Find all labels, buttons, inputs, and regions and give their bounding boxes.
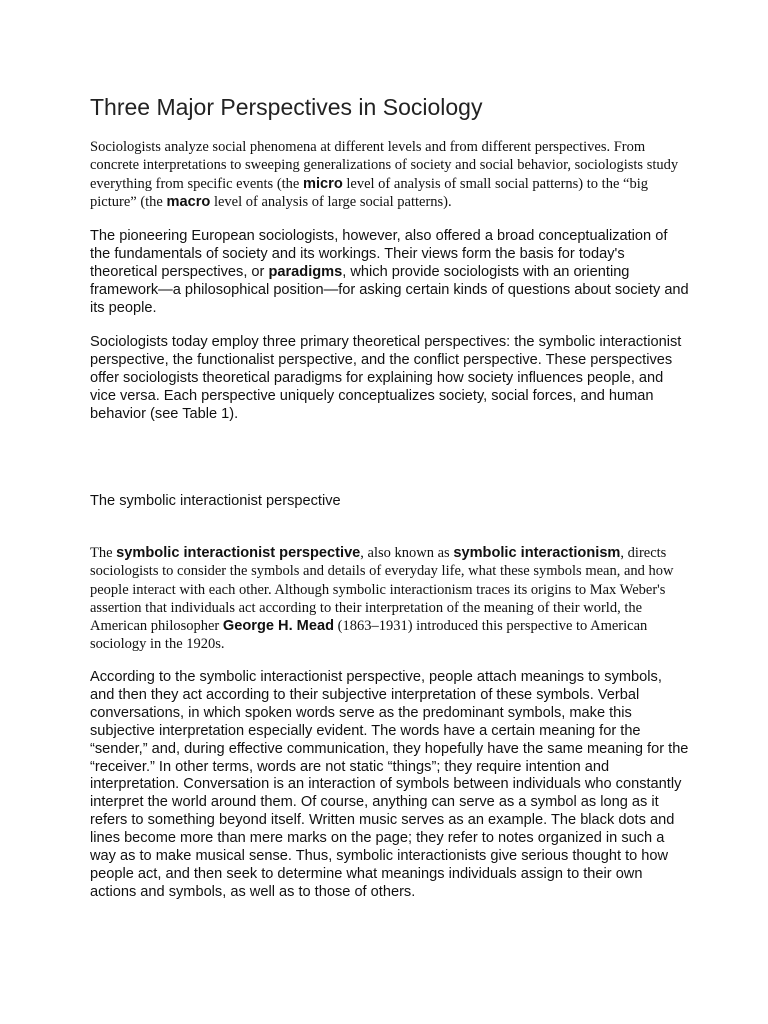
paragraph-text: , directs sociologists to consider the symbols and details of everyday life, what these symbols mean, and how people interact with each other. Although symbolic interactionism traces its origins to Max Weber's assertion that individuals act according to their interpretation of the meaning of their world, the American philosopher: [90, 545, 674, 635]
page-title: Three Major Perspectives in Sociology: [90, 94, 483, 120]
section-heading: The symbolic interactionist perspective: [90, 493, 341, 509]
paragraph-meanings-of-symbols: According to the symbolic interactionist perspective, people attach meanings to symbols, and then they act according to their subjective interpretation of these symbols. Verbal conversations, in which spoken words serve as the predominant symbols, make this subjective interpretation especially evident. The words have a certain meaning for the “sender,” and, during effective communication, they hopefully have the same meaning for the “receiver.” In other terms, words are not static “things”; they require intention and interpretation. Conversation is an interaction of symbols between individuals who constantly interpret the world around them. Of course, anything can serve as a symbol as long as it refers to something beyond itself. Written music serves as an example. The black dots and lines become more than mere marks on the page; they refer to notes organized in such a way as to make musical sense. Thus, symbolic interactionists give serious thought to how people act, and then seek to determine what meanings individuals assign to their own actions and symbols, as well as to those of others.: [90, 669, 689, 900]
paragraph-text: Sociologists analyze social phenomena at different levels and from different perspectives. From concrete interpretations to sweeping generalizations of society and social behavior, sociologists study everything from specific events (the: [90, 139, 679, 192]
paragraph-text: , which provide sociologists with an orienting framework—a philosophical position—for asking certain kinds of questions about society and its people.: [90, 263, 689, 316]
term-symbolic-interactionism: symbolic interactionism: [453, 545, 621, 561]
paragraph-text: The: [90, 545, 117, 561]
paragraph-text: level of analysis of small social patterns) to the “big picture” (the: [90, 175, 648, 210]
paragraph-paradigms: [90, 228, 690, 318]
paragraph-three-perspectives: Sociologists today employ three primary theoretical perspectives: the symbolic interactionist perspective, the functionalist perspective, and the conflict perspective. These perspectives offer sociologists theoretical paradigms for explaining how society influences people, and vice versa. Each perspective uniquely conceptualizes society, social forces, and human behavior (see Table 1).: [90, 334, 682, 422]
term-micro: micro: [303, 175, 343, 192]
paragraph-text: (1863–1931) introduced this perspective to American sociology in the 1920s.: [90, 618, 648, 653]
term-symbolic-interactionist-perspective: symbolic interactionist perspective: [116, 545, 361, 561]
paragraph-text: , also known as: [360, 545, 454, 561]
term-paradigms: paradigms: [268, 263, 343, 280]
term-macro: macro: [166, 193, 211, 210]
paragraph-text: level of analysis of large social patterns).: [210, 193, 452, 210]
paragraph-symbolic-interactionism: [90, 544, 682, 654]
paragraph-levels-of-analysis: [90, 138, 682, 211]
paragraph-text: The pioneering European sociologists, however, also offered a broad conceptualization of the fundamentals of society and its workings. Their views form the basis for today's theoretical perspectives, or: [90, 228, 668, 280]
term-george-h-mead: George H. Mead: [222, 618, 334, 635]
